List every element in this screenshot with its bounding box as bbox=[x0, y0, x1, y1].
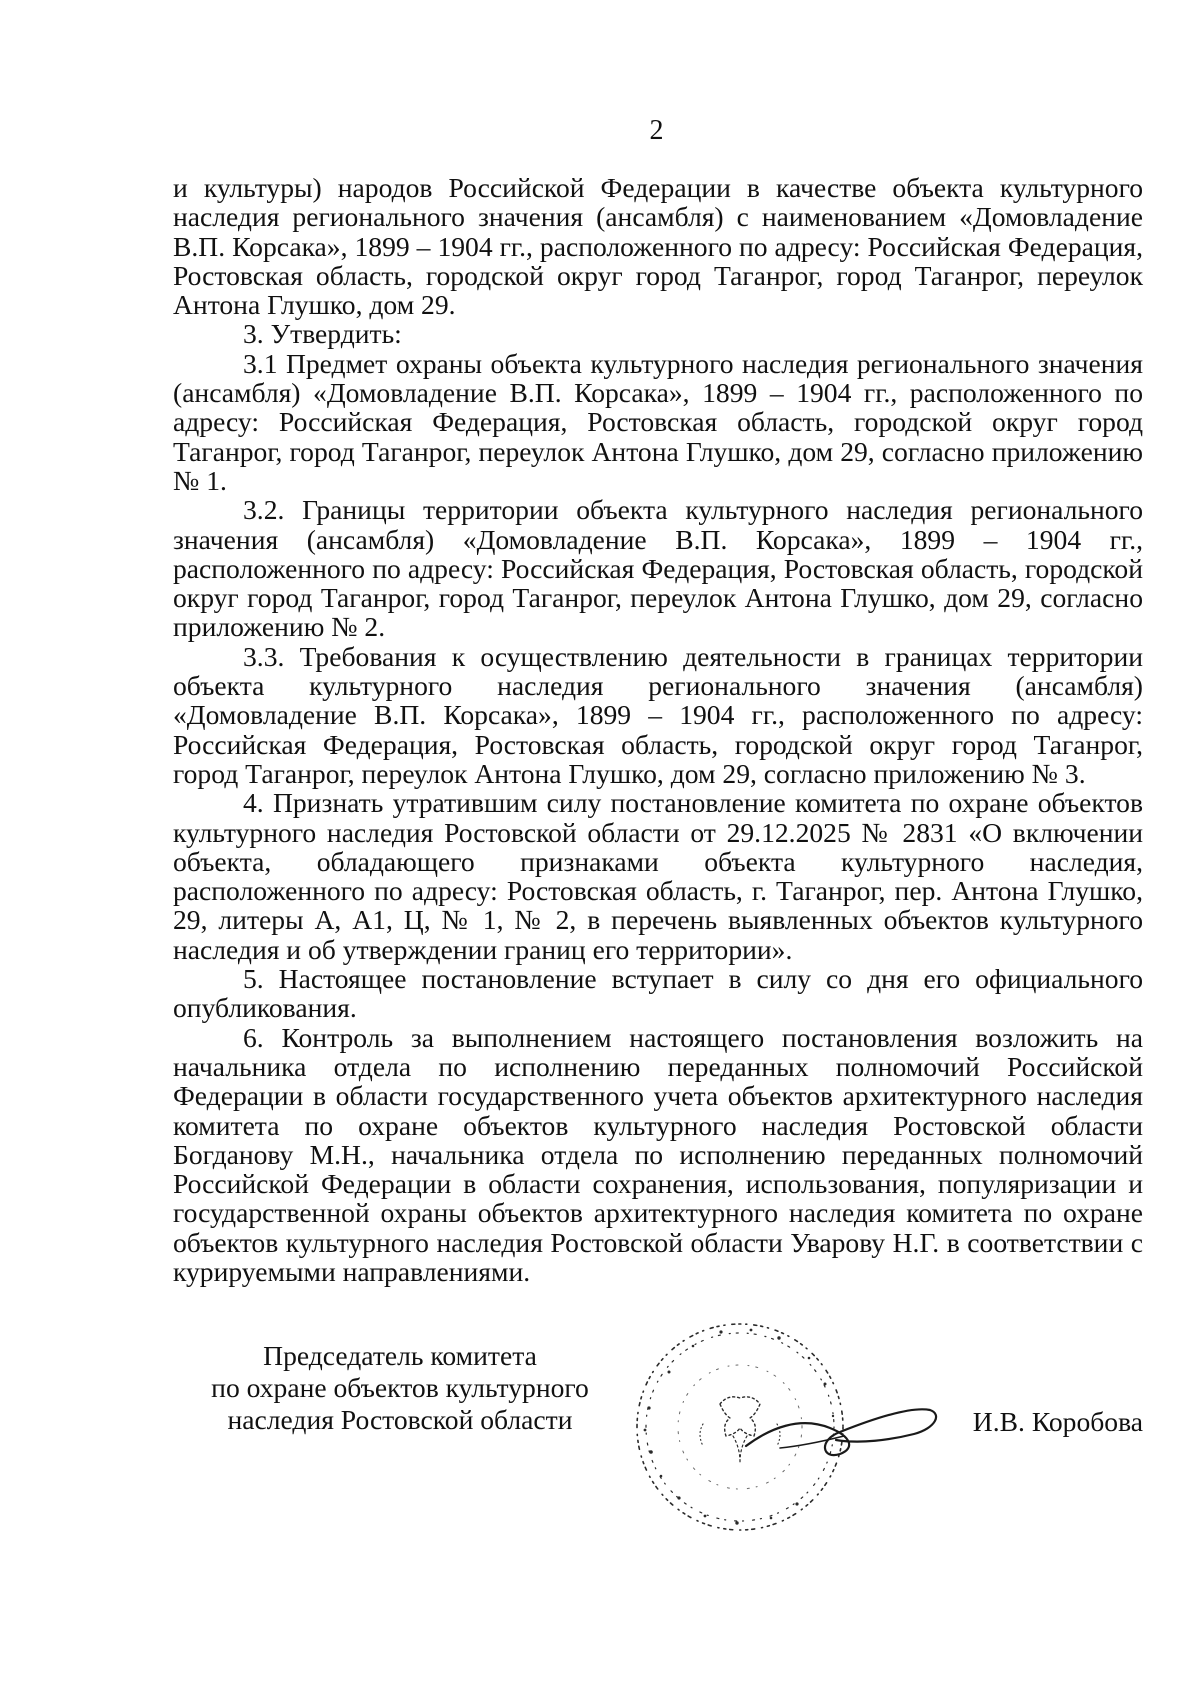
paragraph-3: 3. Утвердить: bbox=[243, 318, 402, 350]
paragraph-4: 4. Признать утратившим силу постановление комитета по охране объектов культурного наследия Ростовской области от 29.12.2025 № 2831 «О включении объекта, обладающего признаками объекта культурного наследия, расположенного по адресу: Ростовская область, г. Таганрог, пер. Антона Глушко, 29, литеры А, А1, Ц, № 1, № 2, в перечень выявленных объектов культурного наследия и об утверждении границ его территории». bbox=[173, 787, 1143, 965]
signer-title-line: наследия Ростовской области bbox=[227, 1404, 573, 1435]
paragraph-6: 6. Контроль за выполнением настоящего постановления возложить на начальника отдела по исполнению переданных полномочий Российской Федерации в области государственного учета объектов архитектурного наследия комитета по охране объектов культурного наследия Ростовской области Богданову М.Н., начальника отдела по исполнению переданных полномочий Российской Федерации в области сохранения, использования, популяризации и государственной охраны объектов архитектурного наследия комитета по охране объектов культурного наследия Ростовской области Уварову Н.Г. в соответствии с курируемыми направлениями. bbox=[173, 1021, 1143, 1287]
signer-title-line: Председатель комитета bbox=[263, 1340, 537, 1371]
signer-title bbox=[180, 1340, 620, 1436]
page-number: 2 bbox=[649, 115, 664, 146]
paragraph-5: 5. Настоящее постановление вступает в силу со дня его официального опубликования. bbox=[173, 963, 1143, 1024]
signer-name: И.В. Коробова bbox=[972, 1406, 1143, 1437]
paragraph-3-3: 3.3. Требования к осуществлению деятельности в границах территории объекта культурного наследия регионального значения (ансамбля) «Домовладение В.П. Корсака», 1899 – 1904 гг., расположенного по адресу: Российская Федерация, Ростовская область, городской округ город Таганрог, город Таганрог, переулок Антона Глушко, дом 29, согласно приложению № 3. bbox=[173, 640, 1143, 789]
signer-title-line: по охране объектов культурного bbox=[211, 1372, 589, 1403]
paragraph-3-2: 3.2. Границы территории объекта культурного наследия регионального значения (ансамбля) «Домовладение В.П. Корсака», 1899 – 1904 гг., расположенного по адресу: Российская Федерация, Ростовская область, городской округ город Таганрог, город Таганрог, переулок Антона Глушко, дом 29, согласно приложению № 2. bbox=[173, 494, 1143, 643]
paragraph-intro: и культуры) народов Российской Федерации в качестве объекта культурного наследия регионального значения (ансамбля) с наименованием «Домовладение В.П. Корсака», 1899 – 1904 гг., расположенного по адресу: Российская Федерация, Ростовская область, городской округ город Таганрог, город Таганрог, переулок Антона Глушко, дом 29. bbox=[173, 172, 1143, 321]
document-body bbox=[173, 173, 1143, 1286]
paragraph-3-1: 3.1 Предмет охраны объекта культурного наследия регионального значения (ансамбля) «Домовладение В.П. Корсака», 1899 – 1904 гг., расположенного по адресу: Российская Федерация, Ростовская область, городской округ город Таганрог, город Таганрог, переулок Антона Глушко, дом 29, согласно приложению № 1. bbox=[173, 347, 1143, 496]
signature-block bbox=[0, 1340, 1200, 1570]
